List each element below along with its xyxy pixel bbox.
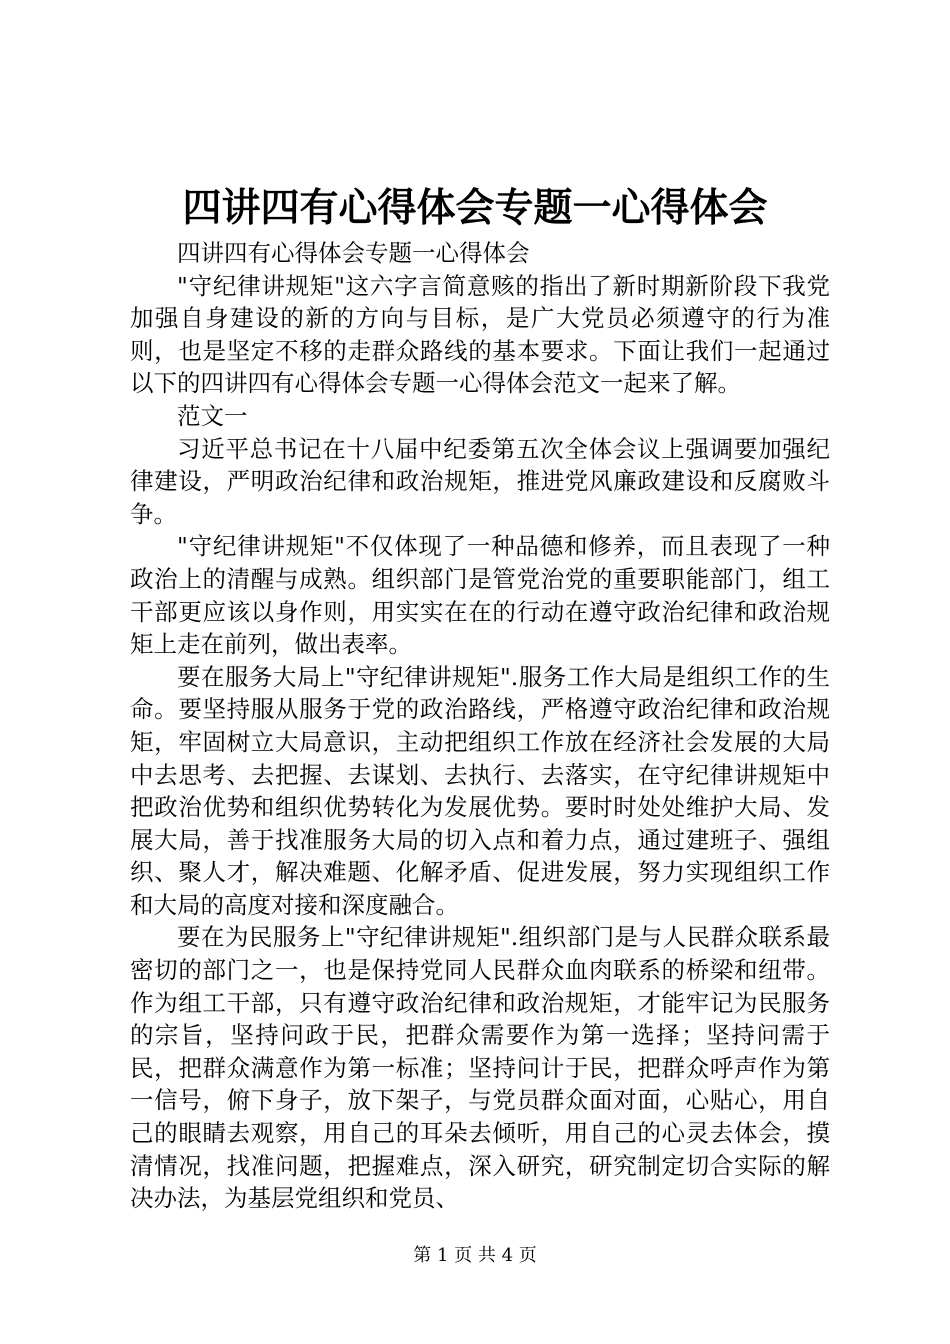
- intro-paragraph: "守纪律讲规矩"这六字言简意赅的指出了新时期新阶段下我党加强自身建设的新的方向与目标，是广大党员必须遵守的行为准则，也是坚定不移的走群众路线的基本要求。下面让我们一起通过以下的四讲四有心得体会专题一心得体会范文一起来了解。: [130, 271, 830, 398]
- body-paragraph: 要在服务大局上"守纪律讲规矩".服务工作大局是组织工作的生命。要坚持服从服务于党的政治路线，严格遵守政治纪律和政治规矩，牢固树立大局意识，主动把组织工作放在经济社会发展的大局中去思考、去把握、去谋划、去执行、去落实，在守纪律讲规矩中把政治优势和组织优势转化为发展优势。要时时处处维护大局、发展大局，善于找准服务大局的切入点和着力点，通过建班子、强组织、聚人才，解决难题、化解矛盾、促进发展，努力实现组织工作和大局的高度对接和深度融合。: [130, 662, 830, 919]
- body-paragraph: "守纪律讲规矩"不仅体现了一种品德和修养，而且表现了一种政治上的清醒与成熟。组织部门是管党治党的重要职能部门，组工干部更应该以身作则，用实实在在的行动在遵守政治纪律和政治规矩上走在前列，做出表率。: [130, 532, 830, 659]
- section-heading: 范文一: [177, 401, 248, 430]
- page-number-footer: 第 1 页 共 4 页: [413, 1245, 537, 1266]
- document-body: [130, 237, 830, 1215]
- body-paragraph: 要在为民服务上"守纪律讲规矩".组织部门是与人民群众联系最密切的部门之一，也是保持党同人民群众血肉联系的桥梁和纽带。作为组工干部，只有遵守政治纪律和政治规矩，才能牢记为民服务的宗旨，坚持问政于民，把群众需要作为第一选择；坚持问需于民，把群众满意作为第一标准；坚持问计于民，把群众呼声作为第一信号，俯下身子，放下架子，与党员群众面对面，心贴心，用自己的眼睛去观察，用自己的耳朵去倾听，用自己的心灵去体会，摸清情况，找准问题，把握难点，深入研究，研究制定切合实际的解决办法，为基层党组织和党员、: [130, 923, 830, 1213]
- page-title: 四讲四有心得体会专题一心得体会: [182, 185, 768, 231]
- body-paragraph: 习近平总书记在十八届中纪委第五次全体会议上强调要加强纪律建设，严明政治纪律和政治规矩，推进党风廉政建设和反腐败斗争。: [130, 434, 830, 528]
- subtitle-paragraph: 四讲四有心得体会专题一心得体会: [177, 239, 530, 267]
